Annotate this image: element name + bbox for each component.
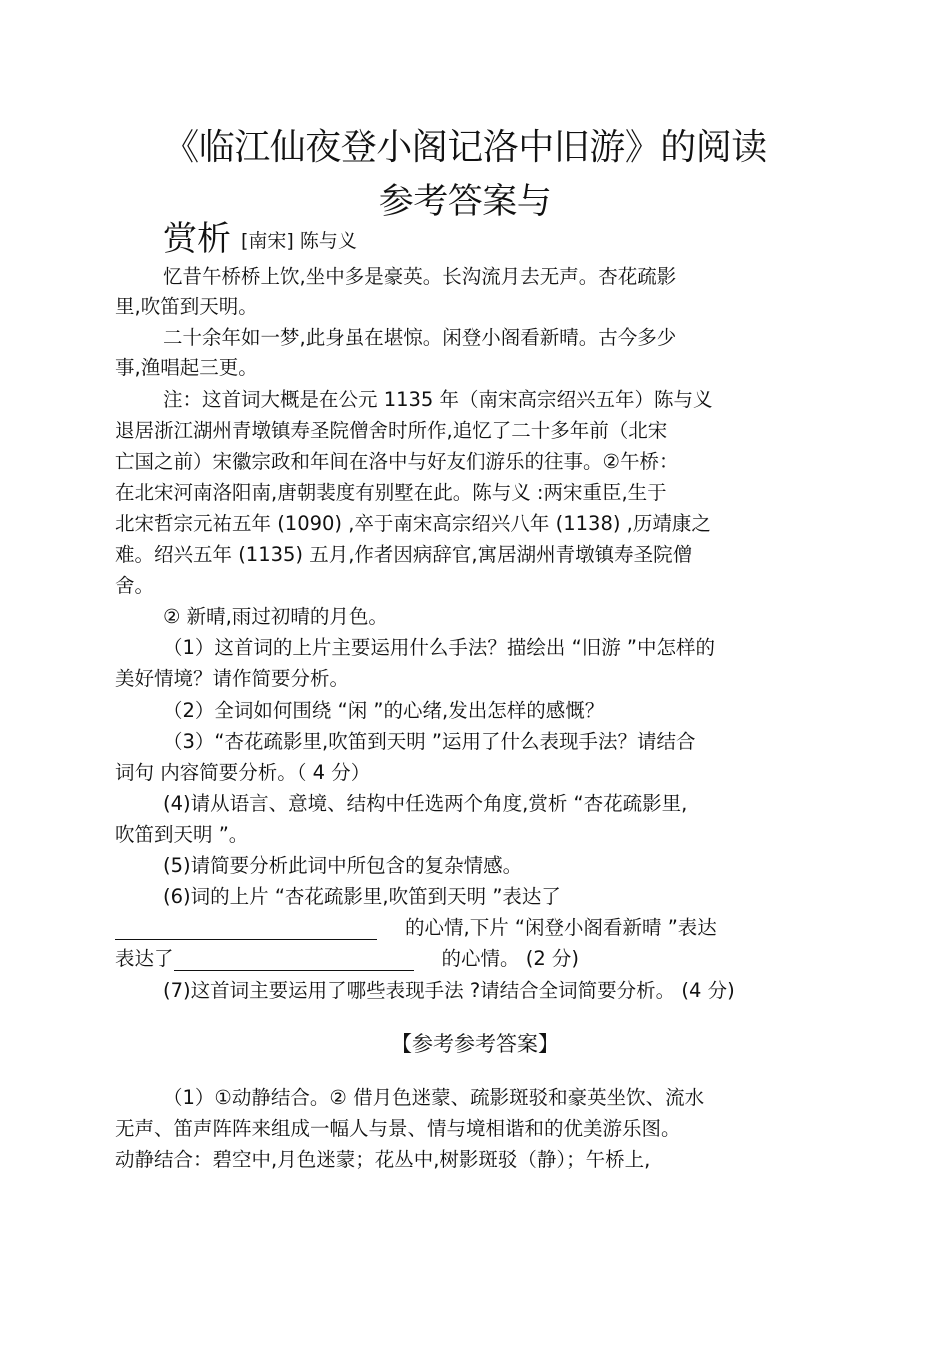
note-line: 难。绍兴五年 (1135) 五月,作者因病辞官,寓居湖州青墩镇寿圣院僧 <box>115 543 693 566</box>
question-line: 吹笛到天明 ”。 <box>115 823 249 846</box>
note-line: 舍。 <box>115 574 155 597</box>
answer-line: （1）①动静结合。② 借月色迷蒙、疏影斑驳和豪英坐饮、流水 <box>163 1086 705 1109</box>
note-line: 退居浙江湖州青墩镇寿圣院僧舍时所作,追忆了二十多年前（北宋 <box>115 419 668 442</box>
title-line-3-row <box>163 216 357 262</box>
note-line: 在北宋河南洛阳南,唐朝裴度有别墅在此。陈与义 :两宋重臣,生于 <box>115 481 667 504</box>
question-line: （2）全词如何围绕 “闲 ”的心绪,发出怎样的感慨？ <box>163 699 605 722</box>
question-line: 词句 内容简要分析。（ 4 分） <box>115 761 371 784</box>
question-text: 的心情。 (2 分) <box>441 947 580 970</box>
question-text: 表达了 <box>115 947 174 970</box>
document-title-line-3: 赏析 <box>163 219 231 259</box>
question-6-line-2 <box>115 913 717 943</box>
note-line: 注：这首词大概是在公元 1135 年（南宋高宗绍兴五年）陈与义 <box>163 388 713 411</box>
note-line: ② 新晴,雨过初晴的月色。 <box>163 605 388 628</box>
question-line: （3）“杏花疏影里,吹笛到天明 ”运用了什么表现手法？请结合 <box>163 730 696 753</box>
poem-line: 忆昔午桥桥上饮,坐中多是豪英。长沟流月去无声。杏花疏影 <box>163 265 677 288</box>
question-line: （1）这首词的上片主要运用什么手法？描绘出 “旧游 ”中怎样的 <box>163 636 716 659</box>
answer-blank[interactable] <box>174 950 414 971</box>
poem-line: 二十余年如一梦,此身虽在堪惊。闲登小阁看新晴。古今多少 <box>163 326 677 349</box>
question-line: (7)这首词主要运用了哪些表现手法 ?请结合全词简要分析。 (4 分) <box>163 979 735 1002</box>
answer-line: 动静结合：碧空中,月色迷蒙；花丛中,树影斑驳（静）；午桥上, <box>115 1148 651 1171</box>
answers-heading: 【参考参考答案】 <box>391 1032 559 1056</box>
answer-blank[interactable] <box>115 919 377 940</box>
question-6-line-3 <box>115 944 579 974</box>
poem-line: 里,吹笛到天明。 <box>115 295 258 318</box>
document-title-line-2: 参考答案与 <box>378 182 552 222</box>
question-text: 的心情,下片 “闲登小阁看新晴 ”表达 <box>405 916 717 939</box>
document-title-line-1: 《临江仙夜登小阁记洛中旧游》的阅读 <box>163 127 767 168</box>
note-line: 亡国之前）宋徽宗政和年间在洛中与好友们游乐的往事。②午桥： <box>115 450 679 473</box>
question-line: (5)请简要分析此词中所包含的复杂情感。 <box>163 854 523 877</box>
question-line: (6)词的上片 “杏花疏影里,吹笛到天明 ”表达了 <box>163 885 561 908</box>
answer-line: 无声、笛声阵阵来组成一幅人与景、情与境相谐和的优美游乐图。 <box>115 1117 681 1140</box>
note-line: 北宋哲宗元祐五年 (1090) ,卒于南宋高宗绍兴八年 (1138) ,历靖康之 <box>115 512 711 535</box>
poem-line: 事,渔唱起三更。 <box>115 356 258 379</box>
question-line: (4)请从语言、意境、结构中任选两个角度,赏析 “杏花疏影里, <box>163 792 688 815</box>
poem-author: [南宋] 陈与义 <box>241 230 357 252</box>
question-line: 美好情境？请作简要分析。 <box>115 667 350 690</box>
